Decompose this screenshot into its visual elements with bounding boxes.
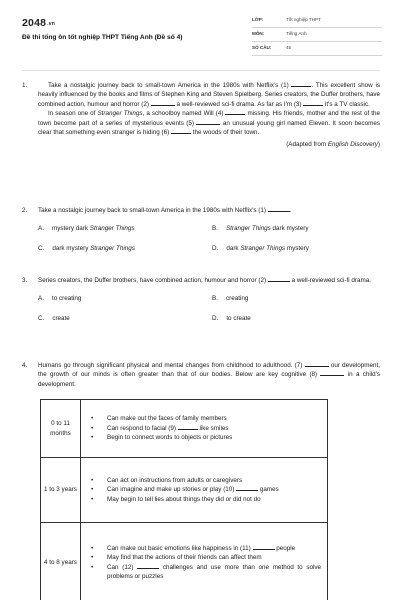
answer-blank: [305, 362, 329, 367]
table-row: [41, 458, 328, 523]
milestone-text: May find that the actions of their friends can affect them: [107, 554, 262, 562]
answer-blank: [178, 425, 198, 430]
meta-key: LỚP:: [252, 17, 264, 23]
milestone-text: Can make out the faces of family members: [107, 415, 227, 423]
passage-text: an unusual young girl named Eleven. It soon becomes clear that something even stranger is hiding (6): [38, 119, 381, 137]
bullet: •: [91, 563, 94, 571]
option-c[interactable]: [38, 244, 135, 253]
answer-blank: [303, 101, 323, 106]
passage-text: a well-reviewed sci-fi drama. As far as I'm (3): [176, 100, 302, 108]
meta-value: Tiếng Anh: [286, 31, 307, 37]
option-a[interactable]: [38, 294, 81, 303]
passage-text: it's a TV classic.: [325, 100, 370, 108]
answer-blank: [268, 277, 290, 282]
age-cell: 4 to 8 years: [41, 523, 81, 600]
list-item: [91, 433, 321, 442]
meta-row-subject: [252, 28, 382, 42]
bullet: •: [91, 554, 94, 562]
site-logo[interactable]: [22, 16, 55, 32]
list-item: [91, 476, 321, 485]
option-b[interactable]: [212, 224, 309, 233]
list-item: [91, 544, 321, 553]
milestone-text: games: [259, 486, 279, 494]
bullet: •: [91, 495, 94, 503]
stem-text: Humans go through significant physical and mental changes from childhood to adulthood. (7): [38, 362, 303, 369]
passage-paragraph-1: [38, 81, 380, 109]
page-header: [22, 14, 382, 64]
meta-row-class: [252, 14, 382, 28]
milestone-text: Begin to connect words to objects or pictures: [107, 434, 233, 442]
option-a[interactable]: [38, 224, 135, 233]
milestones-cell: [81, 523, 328, 600]
stem-text: Series creators, the Duffer brothers, have combined action, humour and horror (2): [38, 277, 267, 284]
question-stem: [38, 276, 380, 285]
milestone-text: Can make out basic emotions like happiness in (11): [107, 544, 251, 552]
bullet: •: [91, 434, 94, 442]
option-letter: C.: [38, 315, 45, 323]
answer-options: [38, 294, 380, 340]
answer-blank: [225, 110, 245, 115]
answer-options: [38, 224, 380, 270]
source-name: English Discovery: [327, 140, 378, 148]
milestone-text: Can (12): [107, 563, 134, 571]
stem-text: in a child's development:: [38, 371, 381, 388]
option-letter: B.: [212, 295, 218, 303]
list-item: [91, 414, 321, 423]
source-prefix: (Adapted from: [286, 140, 328, 148]
exam-title: Đề thi tổng ôn tốt nghiệp THPT Tiếng Anh (Đề số 4): [22, 34, 183, 41]
option-text: to create: [226, 315, 251, 323]
answer-blank: [320, 371, 344, 376]
list-item: [91, 495, 321, 504]
answer-blank: [196, 120, 220, 125]
age-cell: 1 to 3 years: [41, 458, 81, 523]
milestone-text: Can respond to facial (9): [107, 424, 176, 432]
milestone-text: people: [276, 544, 296, 552]
option-letter: B.: [212, 225, 218, 233]
option-text: to creating: [51, 295, 82, 303]
question-number: 4.: [22, 362, 28, 369]
option-b[interactable]: [212, 294, 248, 303]
stem-text: .: [289, 207, 292, 214]
list-item: [91, 424, 321, 433]
source-suffix: ): [377, 140, 380, 148]
milestones-cell: [81, 458, 328, 523]
option-text: dark mystery: [270, 225, 309, 233]
question-number: 1.: [22, 82, 28, 89]
option-text: dark: [226, 245, 241, 253]
option-text: dark mystery: [52, 245, 91, 253]
meta-key: MÔN:: [252, 31, 265, 37]
passage-text: In season one of: [48, 110, 98, 118]
option-letter: A.: [38, 295, 44, 303]
option-text: creating: [225, 295, 249, 303]
option-c[interactable]: [38, 314, 70, 323]
question-3: [22, 276, 380, 340]
stem-text: a well-reviewed sci-fi drama.: [291, 277, 372, 284]
answer-blank: [137, 564, 159, 569]
table-row: [41, 523, 328, 600]
meta-value: 45: [286, 45, 292, 51]
logo-suffix: .vn: [47, 21, 55, 27]
list-item: [91, 485, 321, 494]
stem-text: our development, the growth of our minds is often greater than that of our bodies. Below are key cognitive (8): [38, 362, 380, 379]
milestone-text: Can imagine and make up stories or play (10): [107, 486, 235, 494]
meta-row-count: [252, 42, 382, 56]
question-2: [22, 206, 380, 270]
list-item: [91, 563, 321, 582]
option-text-italic: Stranger Things: [225, 225, 271, 233]
list-item: [91, 553, 321, 562]
answer-blank: [171, 129, 191, 134]
option-text-italic: Stranger Things: [90, 245, 135, 253]
option-d[interactable]: [212, 314, 251, 323]
question-number: 3.: [22, 277, 28, 284]
exam-meta: [252, 14, 382, 56]
answer-blank: [253, 545, 275, 550]
answer-blank: [268, 207, 290, 212]
age-cell: 0 to 11 months: [41, 400, 81, 458]
answer-blank: [236, 486, 258, 491]
option-letter: A.: [38, 225, 44, 233]
meta-key: SỐ CÂU:: [252, 45, 272, 51]
bullet: •: [91, 415, 94, 423]
passage-source: [38, 140, 380, 149]
bullet: •: [91, 486, 94, 494]
option-letter: D.: [212, 315, 219, 323]
option-d[interactable]: [212, 244, 309, 253]
header-divider: [22, 70, 380, 71]
passage-text: . This excellent show is heavily influenced by the books and films of Stephen King and Steven Spielberg. Series creators, the Duffer brothers, have combined action, humour and horror (2): [38, 82, 380, 108]
logo-text: 2048: [22, 17, 47, 29]
option-text-italic: Stranger Things: [89, 225, 135, 233]
option-text: create: [52, 315, 70, 323]
milestone-text: challenges and use more than one method to solve problems or puzzles: [107, 563, 322, 580]
option-text: mystery dark: [51, 225, 90, 233]
question-1: [22, 81, 380, 149]
table-row: [41, 400, 328, 458]
show-title: Stranger Things: [97, 110, 143, 118]
question-number: 2.: [22, 207, 28, 214]
meta-value: Tốt nghiệp THPT: [286, 17, 321, 23]
passage-text: missing. His friends, mother and the rest of the town become part of a series of mysterious events (5): [38, 110, 381, 127]
question-stem: [38, 206, 380, 215]
question-4: [22, 361, 380, 389]
passage-text: Take a nostalgic journey back to small-town America in the 1980s with Netflix's (1): [48, 82, 289, 89]
answer-blank: [151, 101, 175, 106]
option-letter: C.: [38, 245, 45, 253]
stem-text: Take a nostalgic journey back to small-town America in the 1980s with Netflix's (1): [38, 207, 266, 214]
development-table: [40, 399, 328, 600]
bullet: •: [91, 476, 94, 484]
question-stem: [38, 361, 380, 389]
option-text-italic: Stranger Things: [240, 245, 286, 253]
milestones-cell: [81, 400, 328, 458]
passage-text: the woods of their town.: [192, 129, 260, 137]
answer-blank: [291, 82, 311, 87]
milestone-text: May begin to tell lies about things they did or did not do: [107, 495, 261, 503]
milestone-text: like smiles: [199, 424, 229, 432]
milestone-text: Can act on instructions from adults or caregivers: [107, 476, 243, 484]
bullet: •: [91, 544, 94, 552]
passage-text: , a schoolboy named Will (4): [142, 110, 224, 118]
option-letter: D.: [212, 245, 219, 253]
option-text: mystery: [285, 245, 309, 253]
bullet: •: [91, 424, 94, 432]
passage-paragraph-2: [38, 109, 380, 137]
